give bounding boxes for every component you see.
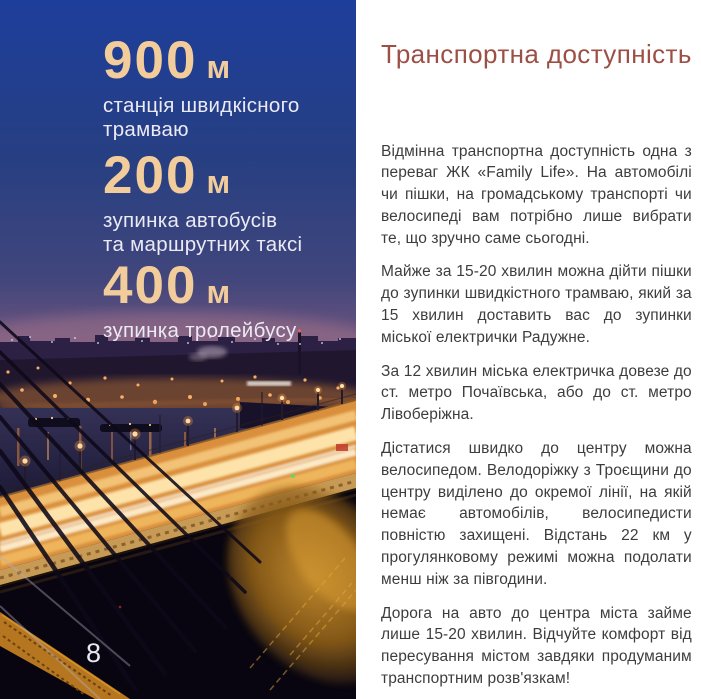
article-body <box>381 141 692 690</box>
stat-bus-number: 200 <box>103 146 198 205</box>
stat-trolleybus <box>103 258 297 343</box>
paragraph-overview: Відмінна транспортна доступність одна з переваг ЖК «Family Life». На автомобілі чи пішки, на громадському транспорті чи велосипеді вам потрібно лише вибрати те, що зручно саме сьогодні. <box>381 142 692 247</box>
stat-bus-unit: м <box>206 164 231 200</box>
stat-tram-value <box>103 33 300 89</box>
article-title: Транспортна доступність <box>381 39 692 69</box>
paragraph-train: За 12 хвилин міська електричка довезе до ст. метро Почаївська, або до ст. метро Лівоберіжна. <box>381 362 692 424</box>
page-number: 8 <box>86 638 102 668</box>
stat-tram-unit: м <box>206 49 231 85</box>
paragraph-tram: Майже за 15-20 хвилин можна дійти пішки до зупинки швидкістного трамваю, який за 15 хвилин доставить вас до зупинки міської електрички Радужне. <box>381 263 692 346</box>
stat-trolleybus-label: зупинка тролейбусу <box>103 318 297 342</box>
paragraph-car: Дорога на авто до центра міста займе лише 15-20 хвилин. Відчуйте комфорт від пересування містом завдяки продуманим транспортним розв'язкам! <box>381 604 692 688</box>
stat-tram-number: 900 <box>103 31 198 90</box>
stat-trolleybus-value <box>103 258 297 314</box>
stat-tram <box>103 33 300 143</box>
stat-bus-label: зупинка автобусів та маршрутних таксі <box>103 208 303 257</box>
paragraph-bicycle: Дістатися швидко до центру можна велосипедом. Велодоріжку з Троєщини до центру виділено до окремої лінії, на якій немає автомобілів, велосипедисти повністю захищені. Відстань 22 км у прогулянковому режимі можна подолати менш ніж за півгодини. <box>381 440 692 588</box>
article-panel <box>356 0 701 699</box>
stat-tram-label: станція швидкісного трамваю <box>103 93 300 142</box>
stat-trolleybus-number: 400 <box>103 256 198 315</box>
stat-bus <box>103 148 302 258</box>
stat-trolleybus-unit: м <box>206 274 231 310</box>
stat-bus-value <box>103 148 302 204</box>
